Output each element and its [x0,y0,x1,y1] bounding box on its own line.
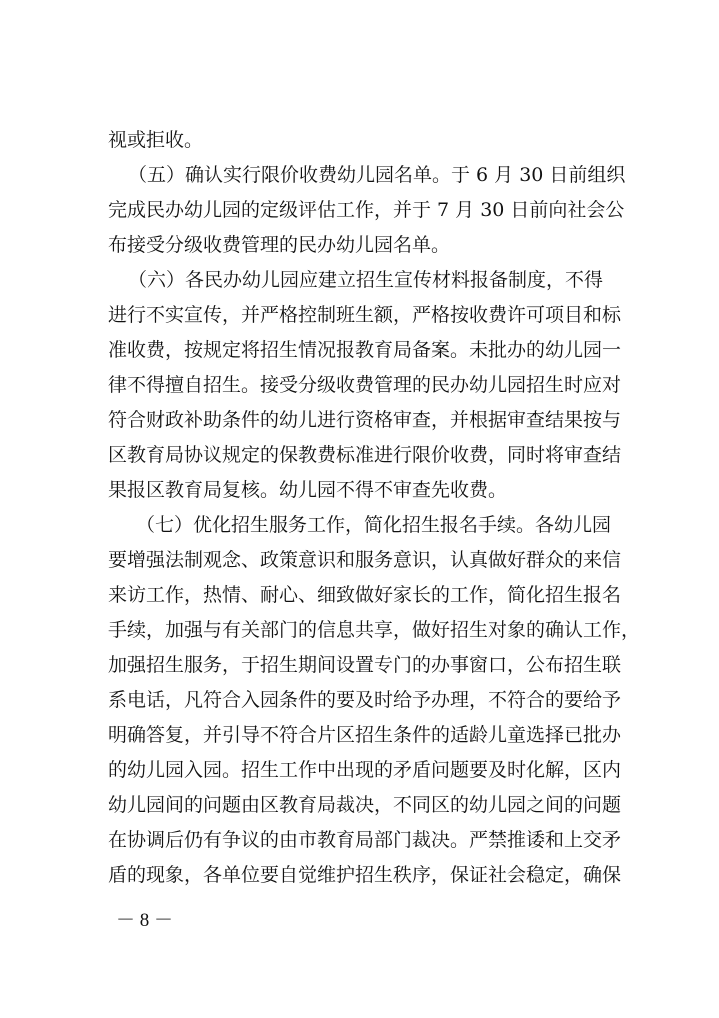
text-line: 准收费，按规定将招生情况报教育局备案。未批办的幼儿园一 [108,339,622,361]
text-line: 律不得擅自招生。接受分级收费管理的民办幼儿园招生时应对 [108,374,622,396]
text-line: 区教育局协议规定的保教费标准进行限价收费，同时将审查结 [108,444,622,466]
text-line: 盾的现象，各单位要自觉维护招生秩序，保证社会稳定，确保 [108,864,622,886]
text-line: （七）优化招生服务工作，简化招生报名手续。各幼儿园 [136,514,612,536]
text-line: 果报区教育局复核。幼儿园不得不审查先收费。 [108,479,508,501]
text-line: 完成民办幼儿园的定级评估工作，并于 7 月 30 日前向社会公 [108,199,625,221]
text-line: 进行不实宣传，并严格控制班生额，严格按收费许可项目和标 [108,304,622,326]
text-line: 加强招生服务，于招生期间设置专门的办事窗口，公布招生联 [108,654,622,676]
text-line: （六）各民办幼儿园应建立招生宣传材料报备制度，不得 [128,269,604,291]
text-line: （五）确认实行限价收费幼儿园名单。于 6 月 30 日前组织 [128,164,626,186]
page-number: － 8 － [116,910,174,931]
text-line: 视或拒收。 [108,129,204,151]
text-line: 布接受分级收费管理的民办幼儿园名单。 [108,234,451,256]
text-line: 幼儿园间的问题由区教育局裁决，不同区的幼儿园之间的问题 [108,794,622,816]
text-line: 符合财政补助条件的幼儿进行资格审查，并根据审查结果按与 [108,409,622,431]
text-line: 系电话，凡符合入园条件的要及时给予办理，不符合的要给予 [108,689,622,711]
text-line: 手续，加强与有关部门的信息共享，做好招生对象的确认工作， [108,619,641,641]
text-line: 在协调后仍有争议的由市教育局部门裁决。严禁推诿和上交矛 [108,829,622,851]
text-line: 来访工作，热情、耐心、细致做好家长的工作，简化招生报名 [108,584,622,606]
text-line: 明确答复，并引导不符合片区招生条件的适龄儿童选择已批办 [108,724,622,746]
text-line: 的幼儿园入园。招生工作中出现的矛盾问题要及时化解，区内 [108,759,622,781]
text-line: 要增强法制观念、政策意识和服务意识，认真做好群众的来信 [108,549,622,571]
